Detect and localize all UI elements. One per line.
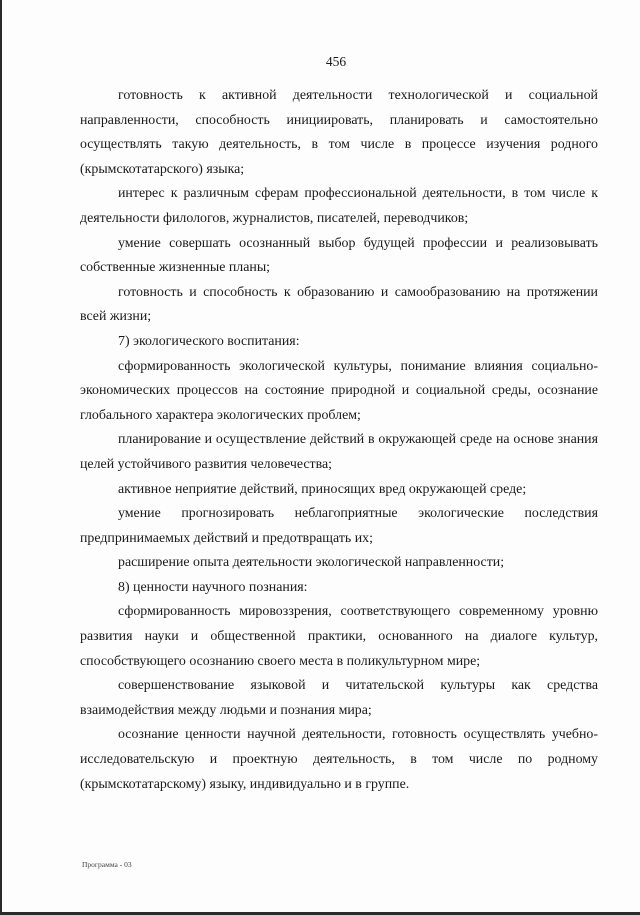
- section-heading-science: 8) ценности научного познания:: [118, 579, 308, 595]
- paragraph: умение совершать осознанный выбор будущей профессии и реализовывать собственные жизненные планы;: [80, 235, 598, 276]
- paragraph: умение прогнозировать неблагоприятные экологические последствия предпринимаемых действий и предотвращать их;: [80, 506, 598, 546]
- scan-edge-left: [0, 0, 2, 915]
- paragraph: осознание ценности научной деятельности, готовность осуществлять учебно-исследовательскую и проектную деятельность, в том числе по родному (крымскотатарскому) языку, индивидуально и в группе.: [80, 727, 598, 792]
- paragraph: планирование и осуществление действий в окружающей среде на основе знания целей устойчивого развития человечества;: [80, 432, 598, 472]
- body-text: [80, 84, 598, 797]
- paragraph: сформированность мировоззрения, соответствующего современному уровню развития науки и общественной практики, основанного на диалоге культур, способствующего осознанию своего места в поликультурном мире;: [80, 604, 598, 669]
- footer-program-label: Программа - 03: [82, 860, 132, 869]
- paragraph: интерес к различным сферам профессиональной деятельности, в том числе к деятельности филологов, журналистов, писателей, переводчиков;: [80, 186, 598, 226]
- paragraph: активное неприятие действий, приносящих вред окружающей среде;: [118, 481, 527, 497]
- section-heading-ecology: 7) экологического воспитания:: [118, 333, 300, 349]
- paragraph: совершенствование языковой и читательской культуры как средства взаимодействия между людьми и познания мира;: [80, 678, 598, 718]
- paragraph: сформированность экологической культуры, понимание влияния социально-экономических процессов на состояние природной и социальной среды, осознание глобального характера экологических проблем;: [80, 358, 598, 423]
- paragraph: расширение опыта деятельности экологической направленности;: [118, 555, 505, 571]
- page-number: 456: [325, 54, 347, 69]
- paragraph: готовность к активной деятельности технологической и социальной направленности, способность инициировать, планировать и самостоятельно осуществлять такую деятельность, в том числе в процессе изучения родного (крымскотатарского) языка;: [80, 88, 598, 177]
- paragraph: готовность и способность к образованию и самообразованию на протяжении всей жизни;: [80, 284, 598, 325]
